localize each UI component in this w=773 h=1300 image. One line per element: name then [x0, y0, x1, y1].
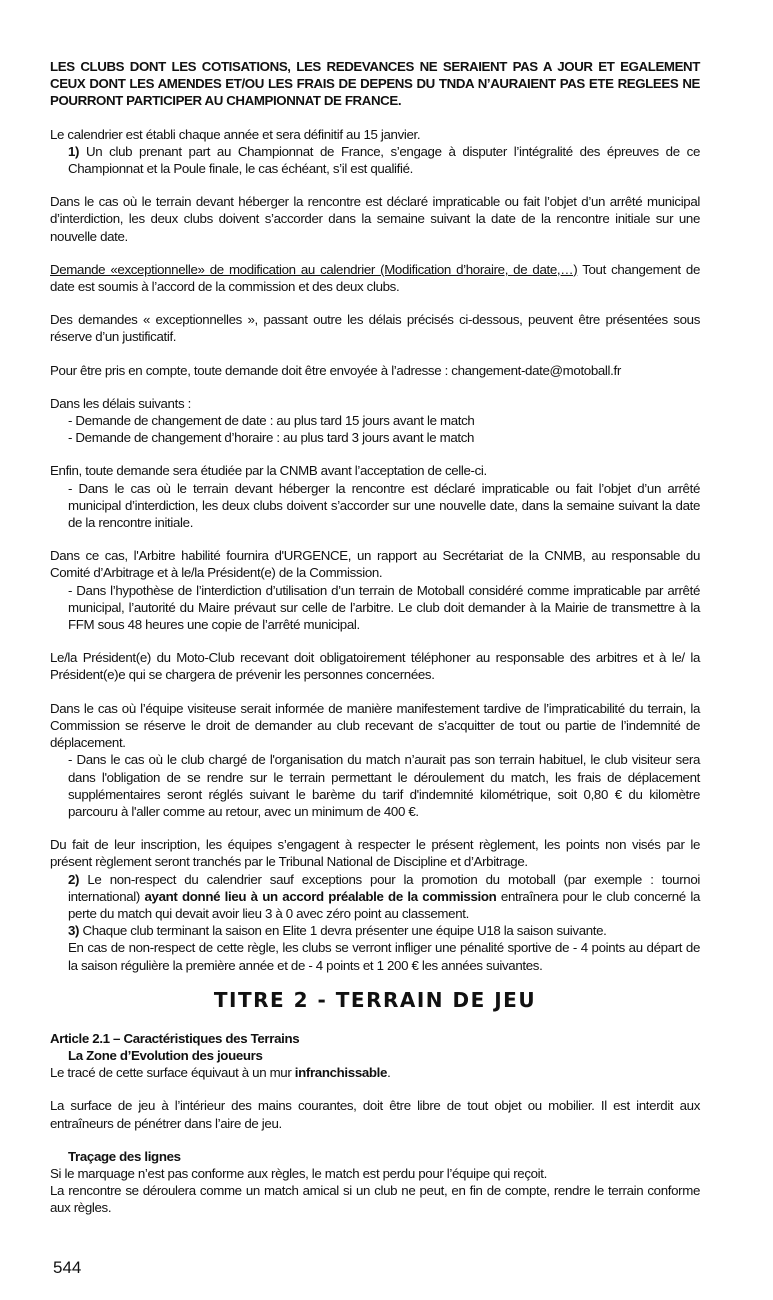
item-2-text-b: entraînera pour le club concerné la perte du match qui devait avoir lieu 3 à 0 avec zéro point au classement. — [68, 888, 700, 921]
item-1 — [50, 143, 700, 177]
exception-paragraph: Des demandes « exceptionnelles », passant outre les délais précisés ci-dessous, peuvent être présentées sous réserve d’un justificatif. — [50, 312, 700, 345]
section-title: TITRE 2 - TERRAIN DE JEU — [213, 987, 537, 1012]
email-paragraph: Pour être pris en compte, toute demande doit être envoyée à l’adresse : changement-date@motoball.fr — [50, 362, 621, 378]
enfin-paragraph: Enfin, toute demande sera étudiée par la CNMB avant l’acceptation de celle-ci. — [50, 463, 487, 479]
item-3-number: 3) — [68, 923, 80, 939]
surface-paragraph: La surface de jeu à l’intérieur des mains courantes, doit être libre de tout objet ou mobilier. Il est interdit aux entraîneurs de pénétrer dans l’aire de jeu. — [50, 1098, 700, 1131]
intro-warning: LES CLUBS DONT LES COTISATIONS, LES REDEVANCES NE SERAIENT PAS A JOUR ET EGALEMENT CEUX DONT LES AMENDES ET/OU LES FRAIS DE DEPENS DU TNDA N’AURAIENT PAS ETE REGLEES NE POURRONT PARTICIPER AU CHAMPIONNAT DE FRANCE. — [50, 59, 700, 109]
visiteuse-paragraph: Dans le cas où l’équipe visiteuse serait informée de manière manifestement tardive de l’impraticabilité du terrain, la Commission se réserve le droit de demander au club recevant de s’acquitter de tout ou partie de l’indemnité de déplacement. — [50, 700, 700, 751]
arbitre-sub: - Dans l’hypothèse de l’interdiction d’utilisation d’un terrain de Motoball considéré comme impraticable par arrêté municipal, l’autorité du Maire prévaut sur celle de l’arbitre. Le club doit demander à la Mairie de transmettre à la FFM sous 48 heures une copie de l’arrêté municipal. — [68, 582, 700, 633]
zone-paragraph — [50, 1064, 700, 1081]
demande-underlined: Demande «exceptionnelle» de modification au calendrier (Modification d’horaire, de date,…) — [50, 261, 578, 277]
inscription-paragraph: Du fait de leur inscription, les équipes s’engagent à respecter le présent règlement, les points non visés par le présent règlement seront tranchés par le Tribunal National de Discipline et d’Arbitrage. — [50, 837, 700, 870]
demande-paragraph — [50, 261, 700, 295]
item-3-continuation: En cas de non-respect de cette règle, les clubs se verront infliger une pénalité sportive de - 4 points au départ de la saison régulière la première année et de - 4 points et 1 200 € les années suivantes. — [68, 940, 700, 973]
delai-horaire: - Demande de changement d’horaire : au plus tard 3 jours avant le match — [68, 430, 475, 446]
tracage-line-1: Si le marquage n’est pas conforme aux règles, le match est perdu pour l’équipe qui reçoit. — [50, 1165, 547, 1181]
enfin-sub: - Dans le cas où le terrain devant héberger la rencontre est déclaré impraticable ou fait l’objet d’un arrêté municipal d’interdiction, les deux clubs doivent s’accorder sur une nouvelle date, dans la semaine suivant la date de la rencontre initiale. — [68, 480, 700, 531]
item-1-text: Un club prenant part au Championnat de France, s’engage à disputer l’intégralité des épreuves de ce Championnat et la Poule finale, le cas échéant, s’il est qualifié. — [68, 143, 700, 177]
article-heading: Article 2.1 – Caractéristiques des Terrains — [50, 1030, 300, 1046]
tracage-subheading: Traçage des lignes — [68, 1148, 181, 1164]
item-3 — [50, 922, 700, 939]
document-body — [50, 58, 700, 1217]
calendar-paragraph: Le calendrier est établi chaque année et sera définitif au 15 janvier. — [50, 126, 421, 142]
terrain-paragraph: Dans le cas où le terrain devant héberger la rencontre est déclaré impraticable ou fait l’objet d’un arrêté municipal d’interdiction, les deux clubs doivent s’accorder dans la semaine suivant la date de la rencontre initiale sur une nouvelle date. — [50, 194, 700, 244]
page-number: 544 — [53, 1258, 82, 1277]
item-2-bold: ayant donné lieu à un accord préalable de la commission — [144, 888, 497, 904]
zone-text-b: . — [387, 1065, 391, 1081]
zone-text-a: Le tracé de cette surface équivaut à un mur — [50, 1065, 295, 1081]
president-paragraph: Le/la Président(e) du Moto-Club recevant doit obligatoirement téléphoner au responsable des arbitres et à le/ la Président(e)e qui se chargera de prévenir les personnes concernées. — [50, 650, 700, 683]
tracage-line-2: La rencontre se déroulera comme un match amical si un club ne peut, en fin de compte, rendre le terrain conforme aux règles. — [50, 1183, 700, 1216]
item-3-text: Chaque club terminant la saison en Elite 1 devra présenter une équipe U18 la saison suivante. — [79, 923, 607, 939]
zone-text-bold: infranchissable — [294, 1065, 388, 1081]
item-2 — [50, 871, 700, 923]
delai-date: - Demande de changement de date : au plus tard 15 jours avant le match — [68, 413, 475, 429]
delais-paragraph: Dans les délais suivants : — [50, 395, 191, 411]
demande-rest: Tout changement de date est soumis à l’accord de la commission et des deux clubs. — [50, 261, 700, 295]
zone-subheading: La Zone d’Evolution des joueurs — [68, 1047, 263, 1063]
visiteuse-sub: - Dans le cas où le club chargé de l'organisation du match n’aurait pas son terrain habituel, le club visiteur sera dans l'obligation de se rendre sur le terrain permettant le déroulement du match, les frais de déplacement supplémentaires seront réglés suivant le barème du tarif d'indemnité kilométrique, soit 0,80 € du kilomètre parcouru à l'aller comme au retour, avec un minimum de 400 €. — [68, 752, 700, 819]
arbitre-paragraph: Dans ce cas, l'Arbitre habilité fournira d'URGENCE, un rapport au Secrétariat de la CNMB, au responsable du Comité d’Arbitrage et à le/la Président(e) de la Commission. — [50, 548, 700, 581]
item-1-number: 1) — [68, 143, 80, 159]
item-2-text-a: Le non-respect du calendrier sauf exceptions pour la promotion du motoball (par exemple : tournoi international) — [68, 871, 700, 904]
item-2-number: 2) — [68, 871, 80, 887]
